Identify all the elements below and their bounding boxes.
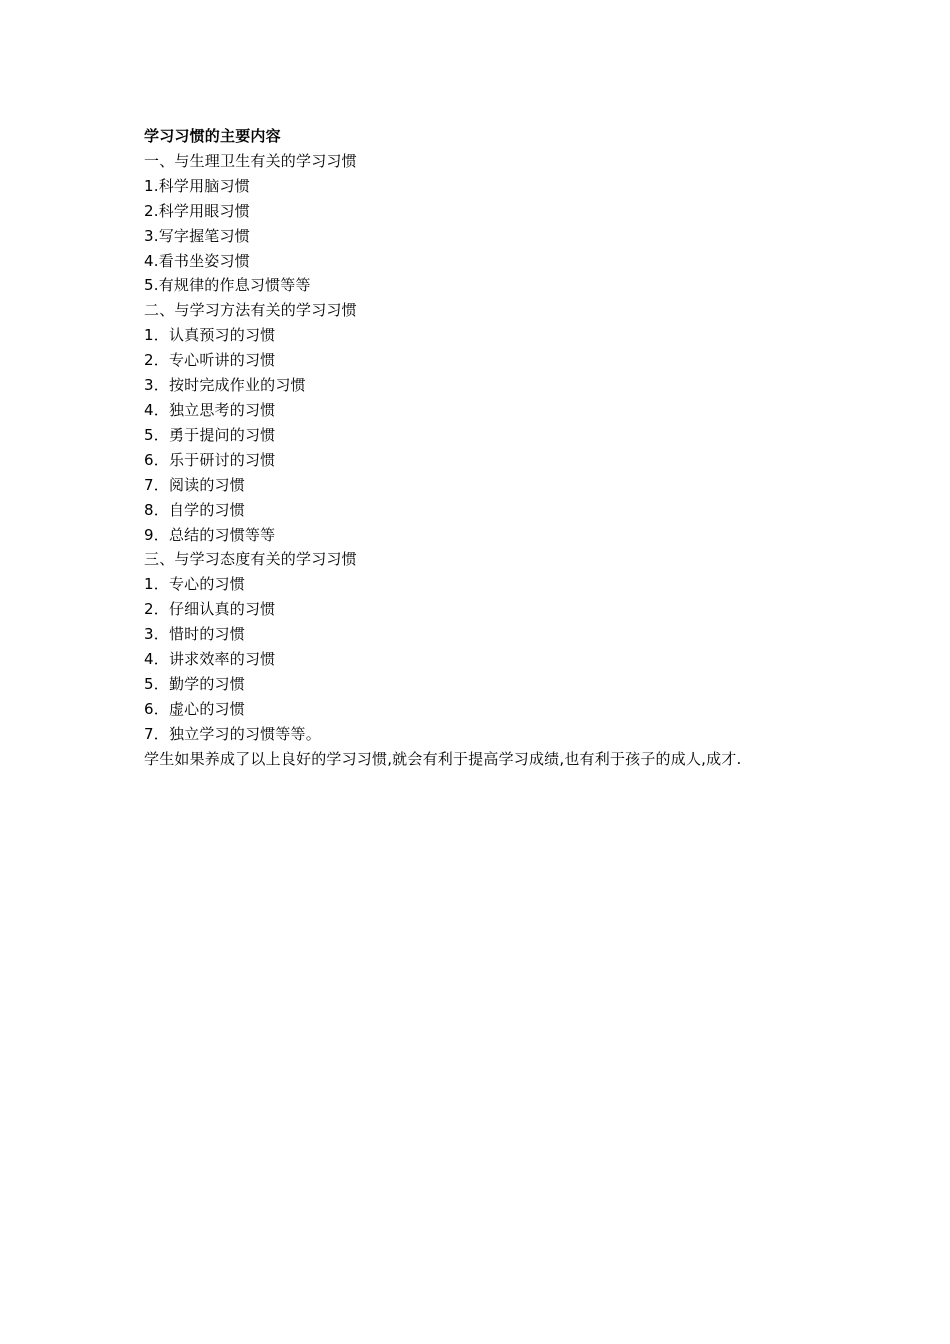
list-item: 4．独立思考的习惯: [144, 400, 276, 419]
list-item: 2．仔细认真的习惯: [144, 600, 276, 619]
list-item: 1．专心的习惯: [144, 575, 245, 594]
list-item: 5．勇于提问的习惯: [144, 425, 276, 444]
list-item: 8．自学的习惯: [144, 500, 245, 519]
section-heading-physiology: 一、与生理卫生有关的学习习惯: [144, 151, 357, 170]
list-item: 2.科学用眼习惯: [144, 201, 250, 220]
list-item: 1.科学用脑习惯: [144, 176, 250, 195]
list-item: 4.看书坐姿习惯: [144, 251, 250, 270]
list-item: 3．惜时的习惯: [144, 625, 245, 644]
list-item: 3.写字握笔习惯: [144, 226, 250, 245]
list-item: 3．按时完成作业的习惯: [144, 376, 306, 395]
document-title: 学习习惯的主要内容: [144, 127, 281, 145]
list-item: 7．独立学习的习惯等等。: [144, 724, 321, 743]
conclusion-paragraph: 学生如果养成了以上良好的学习习惯,就会有利于提高学习成绩,也有利于孩子的成人,成才.: [144, 749, 742, 768]
list-item: 5.有规律的作息习惯等等: [144, 276, 311, 295]
list-item: 7．阅读的习惯: [144, 475, 245, 494]
section-heading-methods: 二、与学习方法有关的学习习惯: [144, 301, 357, 320]
list-item: 6．乐于研讨的习惯: [144, 450, 276, 469]
list-item: 2．专心听讲的习惯: [144, 351, 276, 370]
list-item: 5．勤学的习惯: [144, 674, 245, 693]
list-item: 6．虚心的习惯: [144, 699, 245, 718]
list-item: 1．认真预习的习惯: [144, 326, 276, 345]
document-body: [144, 124, 844, 772]
list-item: 9．总结的习惯等等: [144, 525, 276, 544]
list-item: 4．讲求效率的习惯: [144, 650, 276, 669]
section-heading-attitude: 三、与学习态度有关的学习习惯: [144, 550, 357, 569]
